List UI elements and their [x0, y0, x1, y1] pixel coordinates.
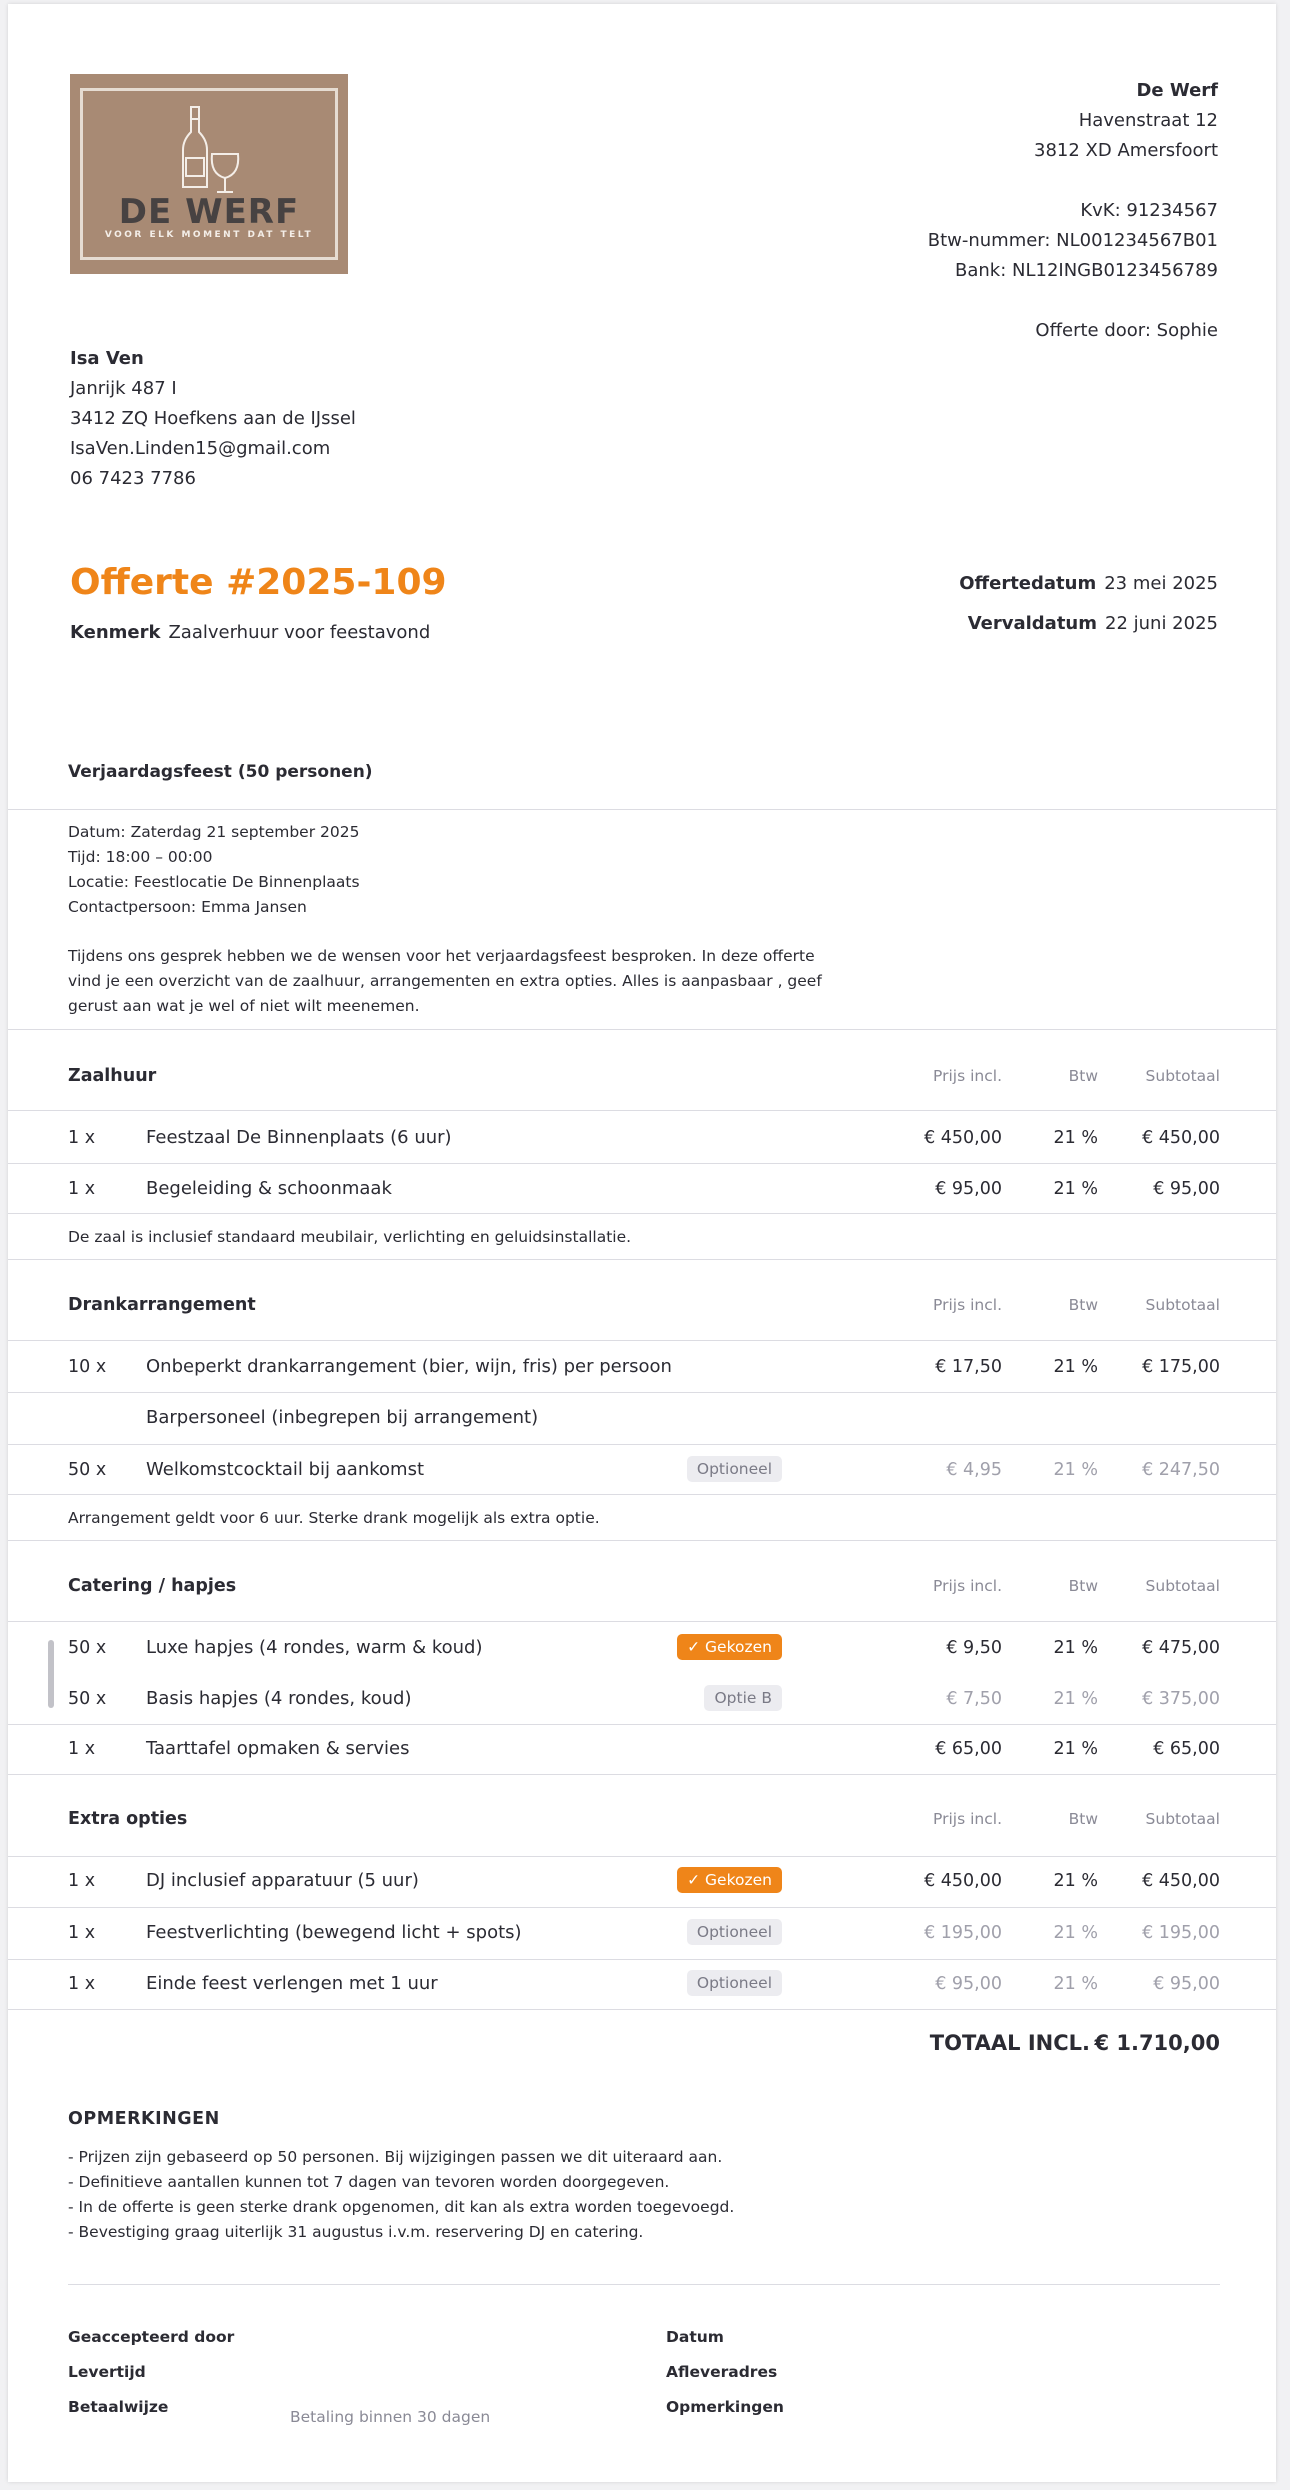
offer-by: Offerte door: Sophie — [1035, 320, 1218, 341]
row-desc: Feestverlichting (bewegend licht + spots) — [146, 1922, 522, 1943]
remark-line: - In de offerte is geen sterke drank opgenomen, dit kan als extra worden toegevoegd. — [68, 2198, 735, 2216]
row-btw: 21 % — [1053, 1974, 1098, 1994]
section-title-catering: Catering / hapjes — [68, 1576, 237, 1596]
row-subtotal: € 95,00 — [1153, 1974, 1220, 1994]
intro-line: Datum: Zaterdag 21 september 2025 — [68, 823, 360, 841]
row-price: € 9,50 — [946, 1638, 1002, 1658]
row-desc: Begeleiding & schoonmaak — [146, 1178, 392, 1199]
option-b-badge[interactable]: Optie B — [704, 1685, 782, 1711]
row-desc: Barpersoneel (inbegrepen bij arrangement) — [146, 1407, 539, 1428]
accepted-by-label: Geaccepteerd door — [68, 2328, 235, 2346]
intro-line: Contactpersoon: Emma Jansen — [68, 898, 307, 916]
intro-line: Tijd: 18:00 – 00:00 — [68, 848, 213, 866]
row-desc: Taarttafel opmaken & servies — [146, 1738, 410, 1759]
quote-dates — [959, 564, 1218, 644]
company-bank: Bank: NL12INGB0123456789 — [955, 260, 1218, 281]
row-qty: 1 x — [68, 1739, 96, 1759]
optional-badge[interactable]: Optioneel — [687, 1919, 782, 1945]
wine-bottle-glass-icon — [70, 74, 348, 274]
payment-method-label: Betaalwijze — [68, 2398, 169, 2416]
intro-line: Locatie: Feestlocatie De Binnenplaats — [68, 873, 360, 891]
row-btw: 21 % — [1053, 1357, 1098, 1377]
customer-street: Janrijk 487 I — [70, 378, 177, 399]
date-label: Offertedatum — [959, 573, 1097, 594]
remark-line: - Prijzen zijn gebaseerd op 50 personen. Bij wijzigingen passen we dit uiteraard aan. — [68, 2148, 723, 2166]
footer-remarks-label: Opmerkingen — [666, 2398, 784, 2416]
col-btw-header: Btw — [1068, 1067, 1098, 1085]
customer-city: 3412 ZQ Hoefkens aan de IJssel — [70, 408, 356, 429]
row-subtotal: € 195,00 — [1142, 1923, 1220, 1943]
row-desc: Onbeperkt drankarrangement (bier, wijn, fris) per persoon — [146, 1356, 672, 1377]
intro-paragraph-line: vind je een overzicht van de zaalhuur, arrangementen en extra opties. Alles is aanpasbaar , geef — [68, 972, 822, 990]
row-desc: Luxe hapjes (4 rondes, warm & koud) — [146, 1637, 483, 1658]
row-desc: Basis hapjes (4 rondes, koud) — [146, 1688, 412, 1709]
row-subtotal: € 65,00 — [1153, 1739, 1220, 1759]
row-qty: 50 x — [68, 1460, 107, 1480]
remarks-title: OPMERKINGEN — [68, 2109, 220, 2129]
row-btw: 21 % — [1053, 1128, 1098, 1148]
due-label: Vervaldatum — [967, 613, 1098, 634]
row-subtotal: € 450,00 — [1142, 1871, 1220, 1891]
logo-brand: DE WERF — [118, 192, 300, 232]
row-btw: 21 % — [1053, 1871, 1098, 1891]
row-btw: 21 % — [1053, 1923, 1098, 1943]
kenmerk-value: Zaalverhuur voor feestavond — [168, 622, 431, 643]
row-qty: 1 x — [68, 1128, 96, 1148]
row-subtotal: € 247,50 — [1142, 1460, 1220, 1480]
col-price-header: Prijs incl. — [933, 1296, 1002, 1314]
row-btw: 21 % — [1053, 1179, 1098, 1199]
section-note: Arrangement geldt voor 6 uur. Sterke drank mogelijk als extra optie. — [68, 1509, 600, 1527]
payment-method-value: Betaling binnen 30 dagen — [290, 2408, 491, 2426]
row-price: € 95,00 — [935, 1974, 1002, 1994]
section-title-drank: Drankarrangement — [68, 1295, 256, 1315]
date-value: 23 mei 2025 — [1104, 573, 1218, 594]
row-subtotal: € 475,00 — [1142, 1638, 1220, 1658]
row-qty: 1 x — [68, 1179, 96, 1199]
intro-paragraph — [68, 944, 822, 1019]
intro-paragraph-line: Tijdens ons gesprek hebben we de wensen voor het verjaardagsfeest besproken. In deze offerte — [68, 947, 815, 965]
customer-name: Isa Ven — [70, 348, 144, 369]
row-qty: 50 x — [68, 1638, 107, 1658]
intro-paragraph-line: gerust aan wat je wel of niet wilt meenemen. — [68, 997, 420, 1015]
row-price: € 4,95 — [946, 1460, 1002, 1480]
col-subtotal-header: Subtotaal — [1145, 1577, 1220, 1595]
row-subtotal: € 95,00 — [1153, 1179, 1220, 1199]
optional-badge[interactable]: Optioneel — [687, 1970, 782, 1996]
row-price: € 195,00 — [924, 1923, 1002, 1943]
row-price: € 65,00 — [935, 1739, 1002, 1759]
col-subtotal-header: Subtotaal — [1145, 1810, 1220, 1828]
col-btw-header: Btw — [1068, 1810, 1098, 1828]
date-field-label: Datum — [666, 2328, 724, 2346]
row-desc: Einde feest verlengen met 1 uur — [146, 1973, 438, 1994]
row-price: € 17,50 — [935, 1357, 1002, 1377]
page-title: Offerte #2025-109 — [70, 562, 447, 603]
company-name: De Werf — [1136, 80, 1218, 101]
col-price-header: Prijs incl. — [933, 1577, 1002, 1595]
delivery-address-label: Afleveradres — [666, 2363, 778, 2381]
col-subtotal-header: Subtotaal — [1145, 1067, 1220, 1085]
row-subtotal: € 375,00 — [1142, 1689, 1220, 1709]
col-btw-header: Btw — [1068, 1577, 1098, 1595]
row-price: € 450,00 — [924, 1871, 1002, 1891]
customer-phone: 06 7423 7786 — [70, 468, 196, 489]
delivery-time-label: Levertijd — [68, 2363, 146, 2381]
row-qty: 10 x — [68, 1357, 107, 1377]
row-qty: 1 x — [68, 1923, 96, 1943]
chosen-badge[interactable]: ✓ Gekozen — [677, 1634, 782, 1660]
remark-line: - Definitieve aantallen kunnen tot 7 dagen van tevoren worden doorgegeven. — [68, 2173, 670, 2191]
total-value: € 1.710,00 — [1094, 2031, 1220, 2055]
row-qty: 1 x — [68, 1974, 96, 1994]
col-btw-header: Btw — [1068, 1296, 1098, 1314]
row-price: € 450,00 — [924, 1128, 1002, 1148]
section-title-zaalhuur: Zaalhuur — [68, 1066, 157, 1086]
company-btw: Btw-nummer: NL001234567B01 — [927, 230, 1218, 251]
kenmerk-label: Kenmerk — [70, 622, 161, 643]
customer-info — [70, 344, 356, 494]
col-price-header: Prijs incl. — [933, 1810, 1002, 1828]
row-desc: DJ inclusief apparatuur (5 uur) — [146, 1870, 419, 1891]
row-subtotal: € 450,00 — [1142, 1128, 1220, 1148]
chosen-badge[interactable]: ✓ Gekozen — [677, 1867, 782, 1893]
option-group-marker — [48, 1640, 54, 1708]
due-value: 22 juni 2025 — [1105, 613, 1218, 634]
col-subtotal-header: Subtotaal — [1145, 1296, 1220, 1314]
row-qty: 50 x — [68, 1689, 107, 1709]
remark-line: - Bevestiging graag uiterlijk 31 augustus i.v.m. reservering DJ en catering. — [68, 2223, 644, 2241]
row-qty: 1 x — [68, 1871, 96, 1891]
quote-page — [8, 4, 1276, 2482]
section-note: De zaal is inclusief standaard meubilair, verlichting en geluidsinstallatie. — [68, 1228, 632, 1246]
logo-tagline: VOOR ELK MOMENT DAT TELT — [104, 230, 314, 240]
col-price-header: Prijs incl. — [933, 1067, 1002, 1085]
company-street: Havenstraat 12 — [1078, 110, 1218, 131]
kenmerk — [70, 622, 430, 643]
row-desc: Feestzaal De Binnenplaats (6 uur) — [146, 1127, 452, 1148]
optional-badge[interactable]: Optioneel — [687, 1456, 782, 1482]
company-kvk: KvK: 91234567 — [1080, 200, 1218, 221]
row-btw: 21 % — [1053, 1638, 1098, 1658]
row-price: € 7,50 — [946, 1689, 1002, 1709]
company-info — [928, 76, 1218, 346]
row-btw: 21 % — [1053, 1460, 1098, 1480]
row-btw: 21 % — [1053, 1739, 1098, 1759]
row-btw: 21 % — [1053, 1689, 1098, 1709]
intro-title: Verjaardagsfeest (50 personen) — [68, 762, 373, 782]
row-subtotal: € 175,00 — [1142, 1357, 1220, 1377]
row-desc: Welkomstcocktail bij aankomst — [146, 1459, 425, 1480]
total-label: TOTAAL INCL. — [929, 2031, 1090, 2055]
customer-email[interactable]: IsaVen.Linden15@gmail.com — [70, 438, 331, 459]
row-price: € 95,00 — [935, 1179, 1002, 1199]
company-city: 3812 XD Amersfoort — [1034, 140, 1218, 161]
company-logo — [70, 74, 348, 274]
section-title-extra: Extra opties — [68, 1809, 188, 1829]
intro-details — [68, 820, 360, 920]
